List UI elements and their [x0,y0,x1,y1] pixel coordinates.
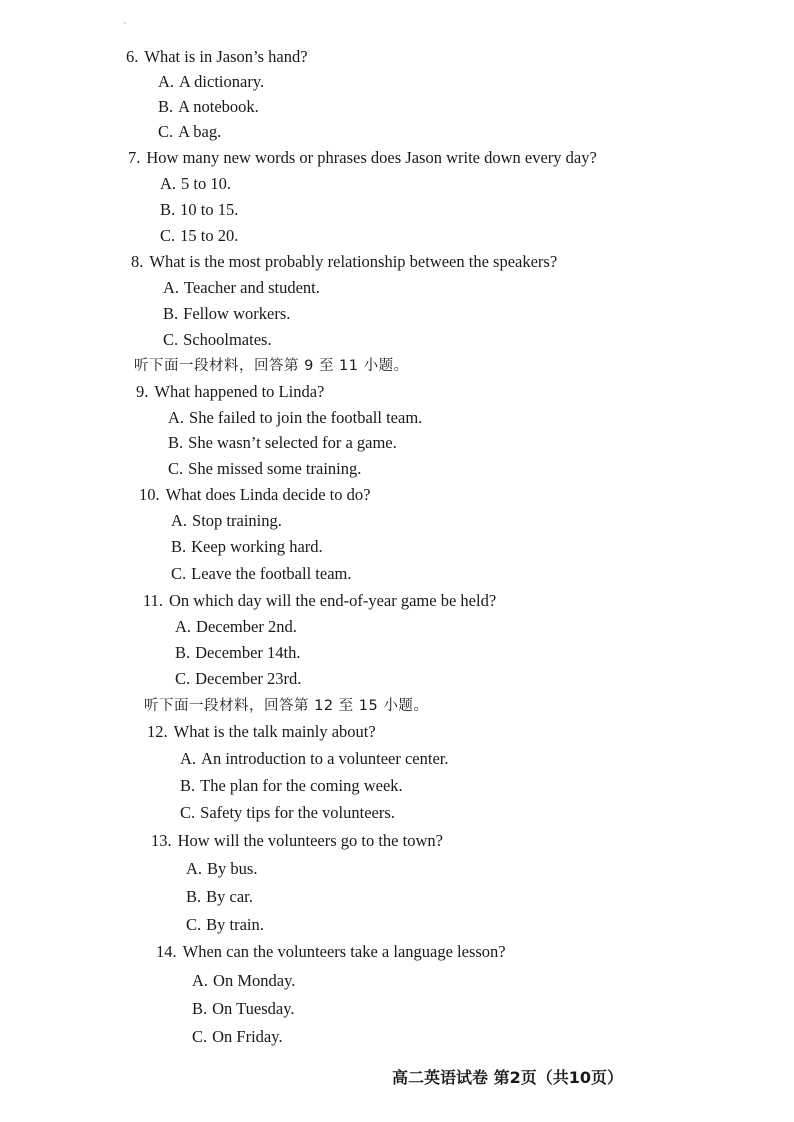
scan-speck [124,22,126,24]
option-11a: A. December 2nd. [175,617,297,636]
section-instruction: 听下面一段材料，回答第 12 至 15 小题。 [144,698,429,714]
question-7 [128,148,597,168]
option-12c: C. Safety tips for the volunteers. [180,803,395,822]
question-text: What happened to Linda? [154,382,325,401]
question-number: 9. [136,382,149,401]
question-number: 14. [156,942,177,961]
question-text: What is the talk mainly about? [173,722,376,741]
option-13b: B. By car. [186,887,253,906]
option-14c: C. On Friday. [192,1027,283,1046]
question-number: 6. [126,47,139,66]
option-9c: C. She missed some training. [168,459,362,478]
option-10b: B. Keep working hard. [171,537,323,556]
option-8c: C. Schoolmates. [163,330,272,349]
question-8 [131,252,557,272]
question-number: 7. [128,148,141,167]
option-12a: A. An introduction to a volunteer center. [180,749,449,768]
question-number: 12. [147,722,168,741]
page-footer: 高二英语试卷 第2页（共10页） [392,1068,623,1087]
option-11b: B. December 14th. [175,643,301,662]
option-9b: B. She wasn’t selected for a game. [168,433,397,452]
option-7b: B. 10 to 15. [160,200,239,219]
option-6b: B. A notebook. [158,97,259,116]
question-11 [143,591,496,611]
option-8a: A. Teacher and student. [163,278,320,297]
option-7a: A. 5 to 10. [160,174,232,193]
question-text: When can the volunteers take a language lesson? [182,942,506,961]
question-number: 13. [151,831,172,850]
question-text: What is in Jason’s hand? [144,47,308,66]
option-12b: B. The plan for the coming week. [180,776,403,795]
option-6c: C. A bag. [158,122,222,141]
question-text: On which day will the end-of-year game be held? [169,591,497,610]
option-8b: B. Fellow workers. [163,304,291,323]
option-14b: B. On Tuesday. [192,999,295,1018]
question-number: 10. [139,485,160,504]
option-11c: C. December 23rd. [175,669,302,688]
question-text: What is the most probably relationship between the speakers? [149,252,558,271]
question-9 [136,382,324,402]
option-9a: A. She failed to join the football team. [168,408,423,427]
option-6a: A. A dictionary. [158,72,265,91]
question-12 [147,722,376,742]
option-14a: A. On Monday. [192,971,296,990]
question-text: How many new words or phrases does Jason write down every day? [146,148,597,167]
question-number: 11. [143,591,164,610]
option-7c: C. 15 to 20. [160,226,239,245]
question-text: What does Linda decide to do? [165,485,371,504]
question-10 [139,485,370,505]
question-text: How will the volunteers go to the town? [177,831,443,850]
question-14 [156,942,506,962]
question-number: 8. [131,252,144,271]
option-10c: C. Leave the football team. [171,564,352,583]
question-6 [126,47,308,67]
option-10a: A. Stop training. [171,511,282,530]
question-13 [151,831,443,851]
option-13a: A. By bus. [186,859,258,878]
section-instruction: 听下面一段材料，回答第 9 至 11 小题。 [134,358,409,374]
option-13c: C. By train. [186,915,264,934]
